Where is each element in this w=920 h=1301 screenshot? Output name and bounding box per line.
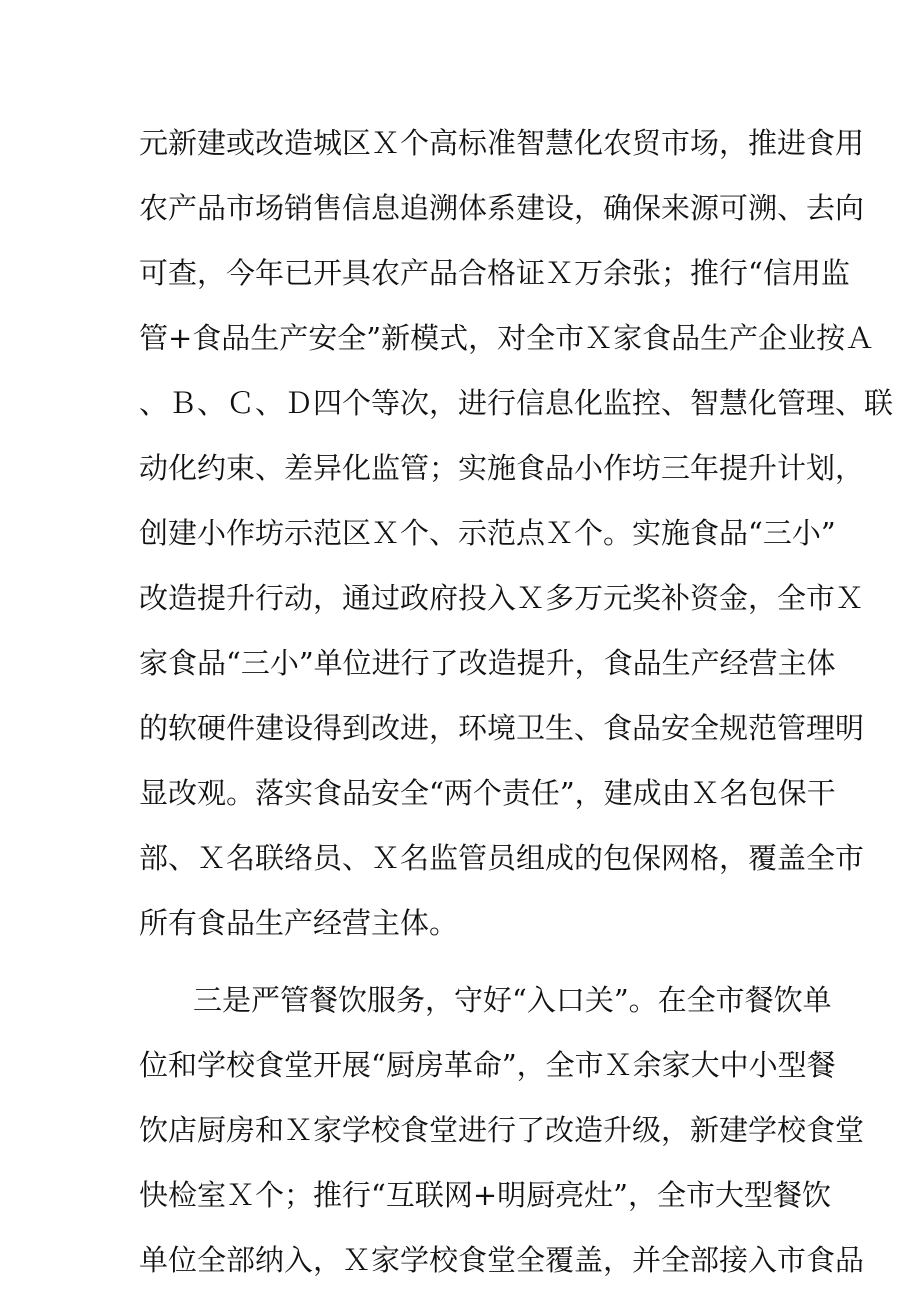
- paragraph-1-line-3: 可查，今年已开具农产品合格证Ｘ万余张；推行“信用监: [139, 256, 850, 290]
- paragraph-2-line-2: 位和学校食堂开展“厨房革命”，全市Ｘ余家大中小型餐: [139, 1048, 836, 1082]
- paragraph-1-line-7: 创建小作坊示范区Ｘ个、示范点Ｘ个。实施食品“三小”: [139, 516, 836, 550]
- paragraph-1-line-12: 部、Ｘ名联络员、Ｘ名监管员组成的包保网格，覆盖全市: [139, 841, 865, 875]
- paragraph-2-line-4: 快检室Ｘ个；推行“互联网+明厨亮灶”，全市大型餐饮: [139, 1178, 831, 1212]
- paragraph-1-line-8: 改造提升行动，通过政府投入Ｘ多万元奖补资金，全市Ｘ: [139, 581, 865, 615]
- paragraph-1-line-13: 所有食品生产经营主体。: [139, 906, 459, 940]
- paragraph-1-line-4: 管+食品生产安全”新模式，对全市Ｘ家食品生产企业按Ａ: [139, 321, 875, 355]
- paragraph-1-line-2: 农产品市场销售信息追溯体系建设，确保来源可溯、去向: [139, 191, 865, 225]
- paragraph-1-line-11: 显改观。落实食品安全“两个责任”，建成由Ｘ名包保干: [139, 776, 836, 810]
- paragraph-1-line-10: 的软硬件建设得到改进，环境卫生、食品安全规范管理明: [139, 711, 865, 745]
- paragraph-1-line-1: 元新建或改造城区Ｘ个高标准智慧化农贸市场，推进食用: [139, 126, 865, 160]
- paragraph-1-line-9: 家食品“三小”单位进行了改造提升，食品生产经营主体: [139, 646, 836, 680]
- paragraph-2-line-3: 饮店厨房和Ｘ家学校食堂进行了改造升级，新建学校食堂: [139, 1113, 865, 1147]
- paragraph-1-line-6: 动化约束、差异化监管；实施食品小作坊三年提升计划，: [139, 451, 865, 485]
- paragraph-2-line-1: 三是严管餐饮服务，守好“入口关”。在全市餐饮单: [193, 983, 832, 1017]
- paragraph-1-line-5: 、Ｂ、Ｃ、Ｄ四个等次，进行信息化监控、智慧化管理、联: [139, 386, 894, 420]
- paragraph-2-line-5: 单位全部纳入，Ｘ家学校食堂全覆盖，并全部接入市食品: [139, 1243, 865, 1277]
